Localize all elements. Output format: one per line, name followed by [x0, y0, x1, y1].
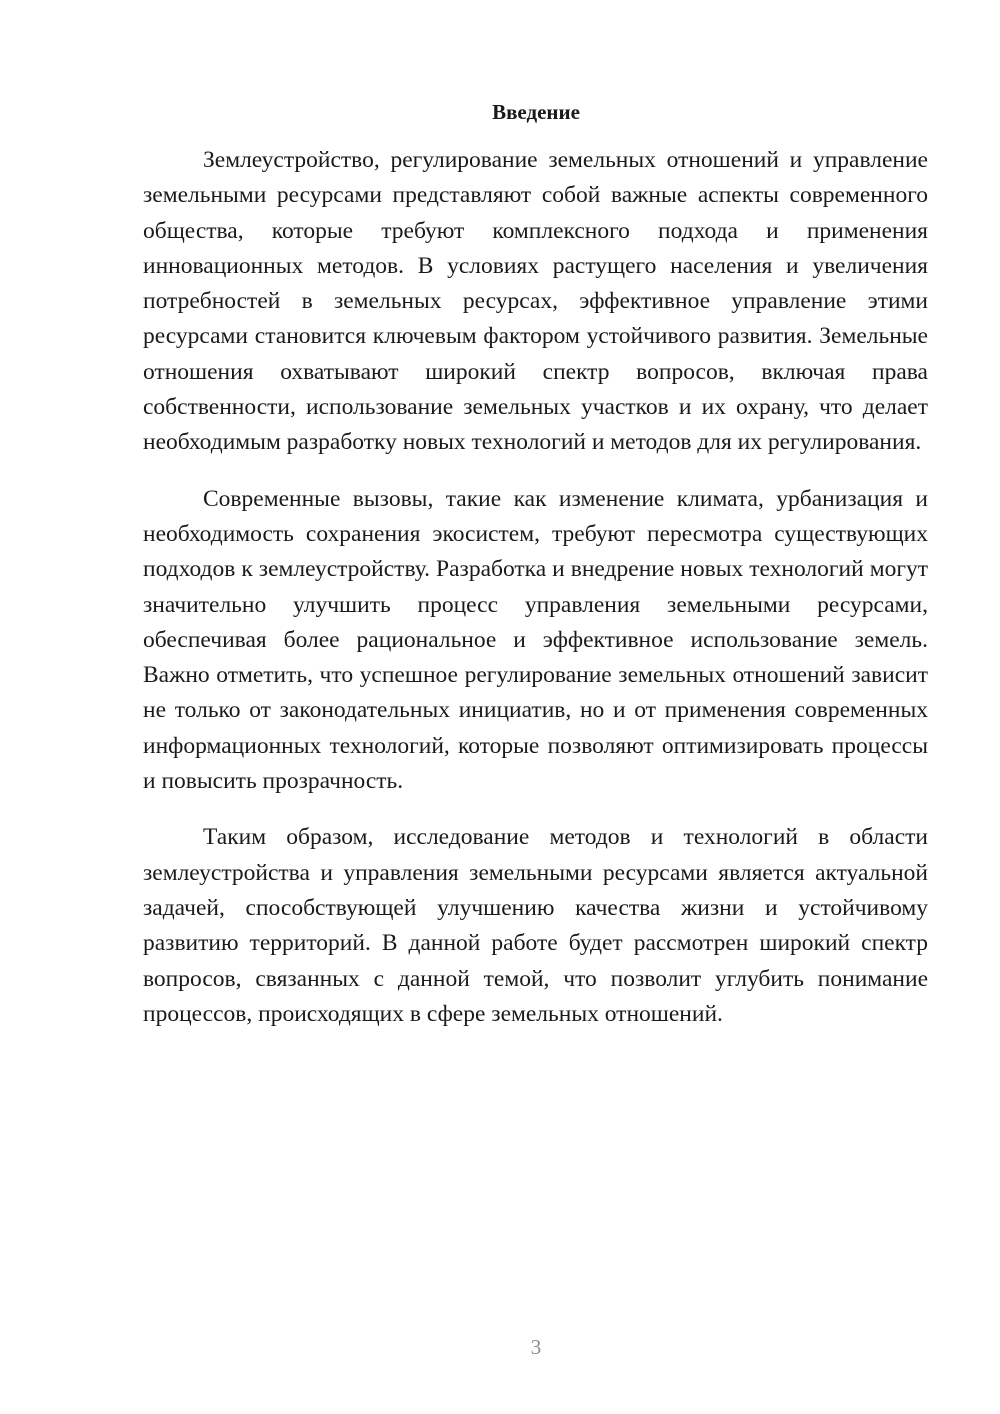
paragraph-1: Землеустройство, регулирование земельных отношений и управление земельными ресурсами представляют собой важные аспекты современного общества, которые требуют комплексного подхода и применения инновационных методов. В условиях растущего населения и увеличения потребностей в земельных ресурсах, эффективное управление этими ресурсами становится ключевым фактором устойчивого развития. Земельные отношения охватывают широкий спектр вопросов, включая права собственности, использование земельных участков и их охрану, что делает необходимым разработку новых технологий и методов для их регулирования.	[143, 147, 928, 456]
page-number: 3	[530, 1335, 542, 1359]
body-text	[143, 143, 928, 1053]
paragraph-3: Таким образом, исследование методов и технологий в области землеустройства и управления земельными ресурсами является актуальной задачей, способствующей улучшению качества жизни и устойчивому развитию территорий. В данной работе будет рассмотрен широкий спектр вопросов, связанных с данной темой, что позволит углубить понимание процессов, происходящих в сфере земельных отношений.	[143, 824, 928, 1027]
section-heading: Введение	[492, 100, 580, 124]
paragraph-2: Современные вызовы, такие как изменение климата, урбанизация и необходимость сохранения экосистем, требуют пересмотра существующих подходов к землеустройству. Разработка и внедрение новых технологий могут значительно улучшить процесс управления земельными ресурсами, обеспечивая более рациональное и эффективное использование земель. Важно отметить, что успешное регулирование земельных отношений зависит не только от законодательных инициатив, но и от применения современных информационных технологий, которые позволяют оптимизировать процессы и повысить прозрачность.	[143, 485, 928, 795]
